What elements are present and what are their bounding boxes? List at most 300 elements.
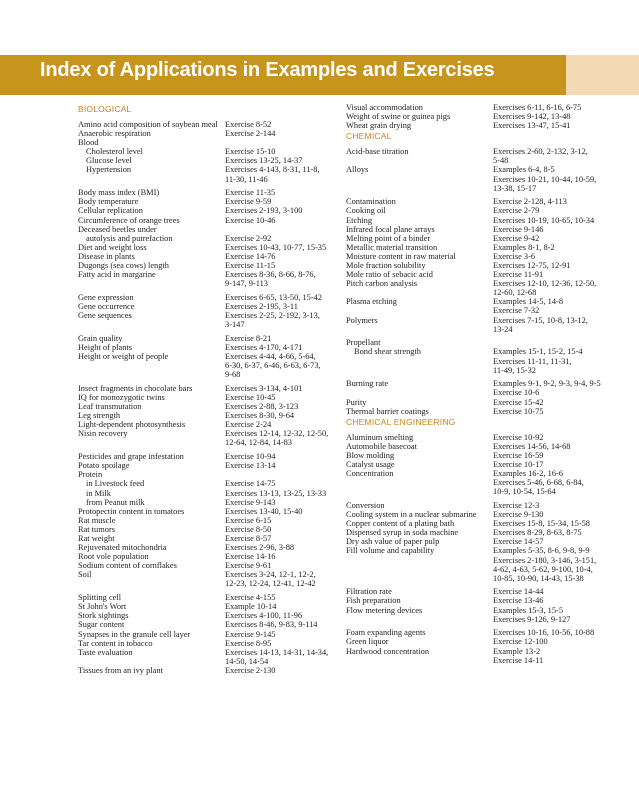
- index-entry: [78, 197, 333, 206]
- index-entry: [346, 297, 611, 315]
- entry-reference: [493, 243, 611, 252]
- entry-term: Dry ash value of paper pulp: [346, 537, 440, 547]
- index-column-left: [78, 103, 333, 675]
- index-entry: [78, 188, 333, 197]
- entry-reference: [493, 606, 611, 624]
- index-entry: [78, 552, 333, 561]
- index-entry: [78, 507, 333, 516]
- index-entry: [346, 546, 611, 582]
- reference-line: Exercise 4-155: [225, 593, 276, 603]
- entry-term: Blow molding: [346, 450, 395, 460]
- entry-term: Diet and weight loss: [78, 242, 147, 252]
- entry-term: Disease in plants: [78, 251, 135, 261]
- index-entry: [78, 270, 333, 288]
- reference-line: Exercise 14-57: [493, 537, 544, 547]
- entry-reference: [493, 206, 611, 215]
- reference-line: Exercises 6-65, 13-50, 15-42: [225, 292, 322, 302]
- index-entry: [78, 302, 333, 311]
- reference-line: Exercise 2-24: [225, 420, 272, 430]
- index-entry: [346, 121, 611, 130]
- entry-term: Cooking oil: [346, 206, 386, 216]
- reference-line: Exercise 10-45: [225, 393, 276, 402]
- index-subentry: [78, 165, 333, 183]
- reference-continuation: 11-30, 11-46: [225, 174, 268, 184]
- reference-continuation: Exercises 9-126, 9-127: [493, 614, 571, 624]
- reference-line: Exercise 6-15: [225, 515, 272, 525]
- reference-line: Exercises 3-24, 12-1, 12-2,: [225, 570, 316, 580]
- entry-term: Grain quality: [78, 333, 123, 343]
- index-entry: [78, 570, 333, 588]
- reference-continuation: 12-23, 12-24, 12-41, 12-42: [225, 579, 316, 589]
- reference-line: Exercises 8-36, 8-66, 8-76,: [225, 270, 316, 280]
- entry-reference: [225, 666, 333, 675]
- entry-term: Purity: [346, 397, 367, 407]
- reference-line: Exercises 13-13, 13-25, 13-33: [225, 488, 327, 498]
- index-entry: [346, 587, 611, 596]
- entry-reference: [493, 647, 611, 665]
- entry-term: Melting point of a binder: [346, 233, 431, 243]
- reference-line: Exercise 12-100: [493, 637, 548, 647]
- entry-reference: [493, 316, 611, 334]
- index-entry: [78, 261, 333, 270]
- entry-reference: [225, 552, 333, 561]
- entry-reference: [493, 442, 611, 451]
- reference-line: Exercise 9-61: [225, 561, 272, 571]
- entry-term: Acid-base titration: [346, 147, 409, 157]
- entry-reference: [493, 546, 611, 582]
- reference-continuation: 13-24: [493, 324, 513, 334]
- entry-reference: [225, 293, 333, 302]
- reference-continuation: Exercises 2-180, 3-146, 3-151,: [493, 555, 597, 565]
- entry-reference: [493, 121, 611, 130]
- reference-line: Exercise 9-130: [493, 510, 544, 520]
- entry-term: Contamination: [346, 197, 396, 207]
- reference-continuation: Exercise 7-32: [493, 306, 540, 316]
- index-entry: [346, 606, 611, 624]
- entry-reference: [493, 519, 611, 528]
- reference-line: Exercises 15-8, 15-34, 15-58: [493, 519, 590, 529]
- entry-reference: [225, 570, 333, 588]
- reference-line: Exercise 8-95: [225, 638, 272, 648]
- entry-reference: [493, 433, 611, 442]
- entry-reference: [225, 593, 333, 602]
- entry-term: Mole ratio of sebacic acid: [346, 270, 433, 280]
- index-entry: [346, 316, 611, 334]
- entry-term: Fish preparation: [346, 596, 401, 606]
- index-subentry: [78, 234, 333, 243]
- reference-line: Exercise 8-52: [225, 120, 272, 129]
- entry-term: Moisture content in raw material: [346, 251, 456, 261]
- index-entry: [346, 165, 611, 192]
- entry-reference: [225, 156, 333, 165]
- reference-line: Examples 9-1, 9-2, 9-3, 9-4, 9-5: [493, 379, 601, 389]
- entry-reference: [493, 338, 611, 347]
- reference-line: Exercise 10-17: [493, 459, 544, 469]
- entry-reference: [493, 537, 611, 546]
- index-entry: [78, 666, 333, 675]
- entry-term: Etching: [346, 215, 373, 225]
- reference-line: Exercise 9-143: [225, 497, 276, 507]
- entry-term: Protein: [78, 470, 103, 480]
- entry-term: Stork sightings: [78, 611, 129, 621]
- entry-term: Anaerobic respiration: [78, 129, 151, 139]
- entry-term: Cholesterol level: [86, 147, 143, 157]
- entry-reference: [493, 234, 611, 243]
- reference-line: Exercise 10-75: [493, 406, 544, 416]
- entry-term: Insect fragments in chocolate bars: [78, 383, 193, 393]
- entry-reference: [493, 379, 611, 397]
- reference-line: Exercises 4-100, 11-96: [225, 611, 303, 621]
- index-entry: [78, 252, 333, 261]
- entry-term: Conversion: [346, 500, 385, 510]
- entry-reference: [225, 334, 333, 343]
- entry-term: Root vole population: [78, 552, 149, 562]
- index-entry: [346, 451, 611, 460]
- index-entry: [78, 630, 333, 639]
- reference-line: Exercises 4-143, 8-31, 11-8,: [225, 165, 320, 175]
- index-entry: [346, 637, 611, 646]
- entry-term: Body temperature: [78, 197, 139, 207]
- entry-term: Glucose level: [86, 156, 132, 166]
- index-entry: [78, 516, 333, 525]
- reference-line: Exercise 15-42: [493, 397, 544, 407]
- index-entry: [346, 225, 611, 234]
- index-entry: [346, 460, 611, 469]
- reference-line: Exercises 4-170, 4-171: [225, 342, 303, 352]
- entry-term: Automobile basecoat: [346, 441, 417, 451]
- entry-reference: [493, 407, 611, 416]
- entry-reference: [225, 343, 333, 352]
- index-entry: [78, 334, 333, 343]
- reference-continuation: Exercise 10-6: [493, 388, 540, 398]
- index-entry: [78, 225, 333, 234]
- entry-reference: [225, 352, 333, 379]
- entry-term: Height or weight of people: [78, 352, 169, 362]
- entry-term: Body mass index (BMI): [78, 188, 160, 198]
- reference-line: Exercises 13-40, 15-40: [225, 506, 303, 516]
- index-entry: [78, 648, 333, 666]
- entry-reference: [493, 279, 611, 297]
- index-entry: [78, 561, 333, 570]
- reference-line: Exercise 2-144: [225, 129, 276, 139]
- index-entry: [346, 252, 611, 261]
- index-entry: [346, 197, 611, 206]
- entry-term: Deceased beetles under: [78, 224, 157, 234]
- reference-line: Example 10-14: [225, 602, 277, 612]
- entry-term: Foam expanding agents: [346, 628, 426, 638]
- entry-reference: [493, 216, 611, 225]
- page-title: Index of Applications in Examples and Exercises: [40, 59, 495, 81]
- entry-term: in Livestock feed: [86, 479, 145, 489]
- entry-reference: [493, 347, 611, 374]
- entry-term: Soil: [78, 570, 92, 580]
- reference-line: Examples 8-1, 8-2: [493, 242, 555, 252]
- reference-line: Exercises 4-44, 4-66, 5-64,: [225, 352, 316, 362]
- reference-line: Exercise 9-59: [225, 197, 272, 207]
- reference-line: Exercise 10-46: [225, 215, 276, 225]
- index-entry: [346, 519, 611, 528]
- reference-line: Exercise 11-91: [493, 270, 544, 280]
- reference-line: Exercise 12-3: [493, 500, 540, 510]
- reference-line: Exercises 2-96, 3-88: [225, 543, 295, 553]
- index-subentry: [78, 489, 333, 498]
- index-entry: [78, 384, 333, 393]
- index-entry: [346, 270, 611, 279]
- reference-continuation: 4-62, 4-63, 5-62, 9-100, 10-4,: [493, 564, 593, 574]
- entry-term: Infrared focal plane arrays: [346, 224, 435, 234]
- entry-reference: [225, 206, 333, 215]
- entry-reference: [225, 147, 333, 156]
- reference-line: Exercise 16-59: [493, 450, 544, 460]
- index-entry: [78, 620, 333, 629]
- reference-continuation: 9-147, 9-113: [225, 279, 268, 289]
- entry-reference: [225, 188, 333, 197]
- entry-term: Circumference of orange trees: [78, 215, 180, 225]
- reference-line: Examples 14-5, 14-8: [493, 297, 564, 307]
- reference-line: Exercise 11-35: [225, 188, 276, 198]
- entry-term: Mole fraction solubility: [346, 261, 426, 270]
- reference-continuation: 6-30, 6-37, 6-46, 6-63, 6-73,: [225, 361, 321, 371]
- entry-term: Synapses in the granule cell layer: [78, 629, 191, 639]
- entry-reference: [493, 197, 611, 206]
- index-entry: [78, 138, 333, 147]
- entry-term: Hardwood concentration: [346, 646, 430, 656]
- entry-term: Dugongs (sea cows) length: [78, 261, 169, 270]
- reference-continuation: 13-38, 15-17: [493, 183, 537, 193]
- reference-line: Exercise 10-92: [493, 432, 544, 442]
- entry-term: Cellular replication: [78, 206, 143, 216]
- entry-reference: [225, 234, 333, 243]
- reference-line: Exercise 15-10: [225, 147, 276, 157]
- entry-reference: [493, 165, 611, 192]
- index-entry: [78, 452, 333, 461]
- index-entry: [346, 206, 611, 215]
- entry-reference: [225, 225, 333, 234]
- entry-reference: [225, 525, 333, 534]
- entry-term: Catalyst usage: [346, 459, 395, 469]
- entry-term: Cooling system in a nuclear submarine: [346, 510, 477, 520]
- index-entry: [78, 216, 333, 225]
- index-entry: [346, 261, 611, 270]
- index-entry: [346, 596, 611, 605]
- entry-reference: [225, 261, 333, 270]
- entry-term: Aluminum smelting: [346, 432, 414, 442]
- reference-line: Exercise 2-128, 4-113: [493, 197, 567, 207]
- entry-term: Gene expression: [78, 292, 134, 302]
- entry-reference: [225, 120, 333, 129]
- reference-line: Examples 16-2, 16-6: [493, 469, 564, 479]
- entry-term: Weight of swine or guinea pigs: [346, 112, 451, 122]
- entry-reference: [225, 620, 333, 629]
- reference-line: Examples 15-1, 15-2, 15-4: [493, 347, 583, 357]
- reference-line: Exercises 13-47, 15-41: [493, 121, 571, 131]
- entry-reference: [225, 165, 333, 183]
- entry-reference: [225, 507, 333, 516]
- index-entry: [78, 402, 333, 411]
- index-entry: [78, 311, 333, 329]
- entry-term: Flow metering devices: [346, 605, 423, 615]
- index-entry: [346, 407, 611, 416]
- entry-term: Nisin recovery: [78, 429, 128, 439]
- entry-reference: [493, 460, 611, 469]
- entry-term: Potato spoilage: [78, 461, 130, 471]
- entry-term: autolysis and putrefaction: [86, 233, 173, 243]
- index-entry: [78, 525, 333, 534]
- reference-line: Exercises 13-25, 14-37: [225, 156, 303, 166]
- entry-reference: [225, 429, 333, 447]
- index-entry: [78, 206, 333, 215]
- reference-line: Exercise 14-44: [493, 587, 544, 597]
- entry-term: Polymers: [346, 315, 378, 325]
- entry-term: Protopectin content in tomatoes: [78, 506, 185, 516]
- entry-term: Plasma etching: [346, 297, 397, 307]
- entry-term: Gene occurrence: [78, 301, 135, 311]
- entry-reference: [225, 420, 333, 429]
- entry-term: Pesticides and grape infestation: [78, 452, 184, 462]
- index-entry: [78, 411, 333, 420]
- entry-reference: [493, 451, 611, 460]
- reference-line: Exercise 10-94: [225, 452, 276, 462]
- reference-line: Exercises 3-134, 4-101: [225, 383, 303, 393]
- reference-line: Exercise 13-46: [493, 596, 544, 606]
- reference-line: Exercise 8-50: [225, 524, 272, 534]
- index-entry: [346, 243, 611, 252]
- index-entry: [78, 461, 333, 470]
- entry-term: Green liquor: [346, 637, 389, 647]
- entry-reference: [493, 469, 611, 496]
- entry-term: Pitch carbon analysis: [346, 279, 418, 289]
- entry-term: Metallic material transition: [346, 242, 438, 252]
- reference-continuation: 3-147: [225, 320, 245, 330]
- entry-reference: [225, 648, 333, 666]
- entry-reference: [493, 501, 611, 510]
- entry-term: Copper content of a plating bath: [346, 519, 455, 529]
- reference-line: Examples 6-4, 8-5: [493, 165, 555, 175]
- reference-continuation: 10-85, 10-90, 14-43, 15-38: [493, 573, 584, 583]
- entry-term: Tissues from an ivy plant: [78, 665, 163, 675]
- index-subentry: [346, 347, 611, 374]
- reference-line: Exercises 2-60, 2-132, 3-12,: [493, 147, 588, 157]
- reference-line: Examples 5-35, 8-6, 9-8, 9-9: [493, 546, 590, 556]
- reference-line: Exercise 2-92: [225, 233, 272, 243]
- section-heading: BIOLOGICAL: [78, 104, 132, 114]
- entry-term: Propellant: [346, 338, 381, 348]
- index-entry: [78, 429, 333, 447]
- reference-continuation: 12-60, 12-68: [493, 288, 537, 298]
- entry-term: Filtration rate: [346, 587, 392, 597]
- entry-reference: [225, 461, 333, 470]
- reference-line: Exercise 2-130: [225, 665, 276, 675]
- reference-continuation: 11-49, 15-32: [493, 365, 536, 375]
- index-entry: [346, 379, 611, 397]
- reference-line: Exercise 9-146: [493, 224, 544, 234]
- index-column-right: [346, 103, 611, 665]
- index-entry: [346, 103, 611, 112]
- entry-reference: [493, 261, 611, 270]
- reference-continuation: 9-68: [225, 370, 241, 380]
- reference-line: Exercise 9-145: [225, 629, 276, 639]
- index-entry: [78, 293, 333, 302]
- index-entry: [346, 628, 611, 637]
- index-entry: [346, 528, 611, 537]
- index-entry: [78, 393, 333, 402]
- index-entry: [78, 543, 333, 552]
- reference-line: Exercises 2-25, 2-192, 3-13,: [225, 311, 320, 321]
- index-entry: [346, 501, 611, 510]
- reference-line: Exercise 8-57: [225, 534, 272, 543]
- entry-reference: [225, 639, 333, 648]
- entry-term: Wheat grain drying: [346, 121, 412, 131]
- index-entry: [78, 611, 333, 620]
- entry-reference: [225, 516, 333, 525]
- entry-term: St John's Wort: [78, 602, 127, 612]
- entry-reference: [225, 543, 333, 552]
- reference-line: Exercise 3-6: [493, 251, 536, 261]
- index-entry: [78, 120, 333, 129]
- index-entry: [346, 433, 611, 442]
- entry-term: Hypertension: [86, 165, 132, 175]
- entry-term: Thermal barrier coatings: [346, 406, 429, 416]
- reference-continuation: Exercises 10-21, 10-44, 10-59,: [493, 174, 597, 184]
- entry-term: Dispensed syrup in soda machine: [346, 528, 459, 538]
- reference-line: Exercises 8-29, 8-63, 8-75: [493, 528, 582, 538]
- reference-continuation: 14-50, 14-54: [225, 656, 269, 666]
- entry-reference: [493, 398, 611, 407]
- entry-term: Gene sequences: [78, 311, 132, 321]
- entry-reference: [225, 602, 333, 611]
- reference-continuation: 5-48: [493, 156, 509, 166]
- entry-term: Concentration: [346, 469, 394, 479]
- reference-line: Exercises 7-15, 10-8, 13-12,: [493, 315, 588, 325]
- entry-term: Tar content in tobacco: [78, 638, 153, 648]
- entry-term: Blood: [78, 138, 99, 148]
- entry-term: Light-dependent photosynthesis: [78, 420, 186, 430]
- entry-reference: [493, 225, 611, 234]
- entry-reference: [225, 216, 333, 225]
- reference-line: Exercise 8-21: [225, 333, 272, 343]
- entry-term: Rat weight: [78, 534, 115, 543]
- entry-reference: [225, 534, 333, 543]
- entry-reference: [225, 411, 333, 420]
- reference-line: Exercise 9-42: [493, 233, 540, 243]
- index-entry: [346, 147, 611, 165]
- reference-continuation: 12-64, 12-84, 14-83: [225, 438, 292, 448]
- entry-reference: [493, 637, 611, 646]
- title-banner-accent: [566, 55, 639, 95]
- reference-continuation: Exercises 5-46, 6-68, 6-84,: [493, 478, 584, 488]
- entry-reference: [225, 302, 333, 311]
- entry-reference: [493, 112, 611, 121]
- entry-reference: [493, 628, 611, 637]
- reference-line: Exercises 9-142, 13-48: [493, 112, 571, 122]
- entry-reference: [493, 528, 611, 537]
- reference-line: Exercise 13-14: [225, 461, 276, 471]
- reference-line: Exercise 14-75: [225, 479, 276, 489]
- index-entry: [346, 398, 611, 407]
- entry-reference: [225, 498, 333, 507]
- index-entry: [346, 279, 611, 297]
- title-banner: [0, 55, 566, 95]
- reference-line: Exercises 6-11, 6-16, 6-75: [493, 103, 582, 112]
- reference-line: Exercise 11-15: [225, 261, 276, 270]
- entry-term: Splitting cell: [78, 593, 122, 603]
- entry-reference: [225, 470, 333, 479]
- entry-reference: [225, 611, 333, 620]
- reference-line: Exercises 10-43, 10-77, 15-35: [225, 242, 327, 252]
- entry-reference: [225, 452, 333, 461]
- entry-term: Alloys: [346, 165, 369, 175]
- entry-reference: [225, 402, 333, 411]
